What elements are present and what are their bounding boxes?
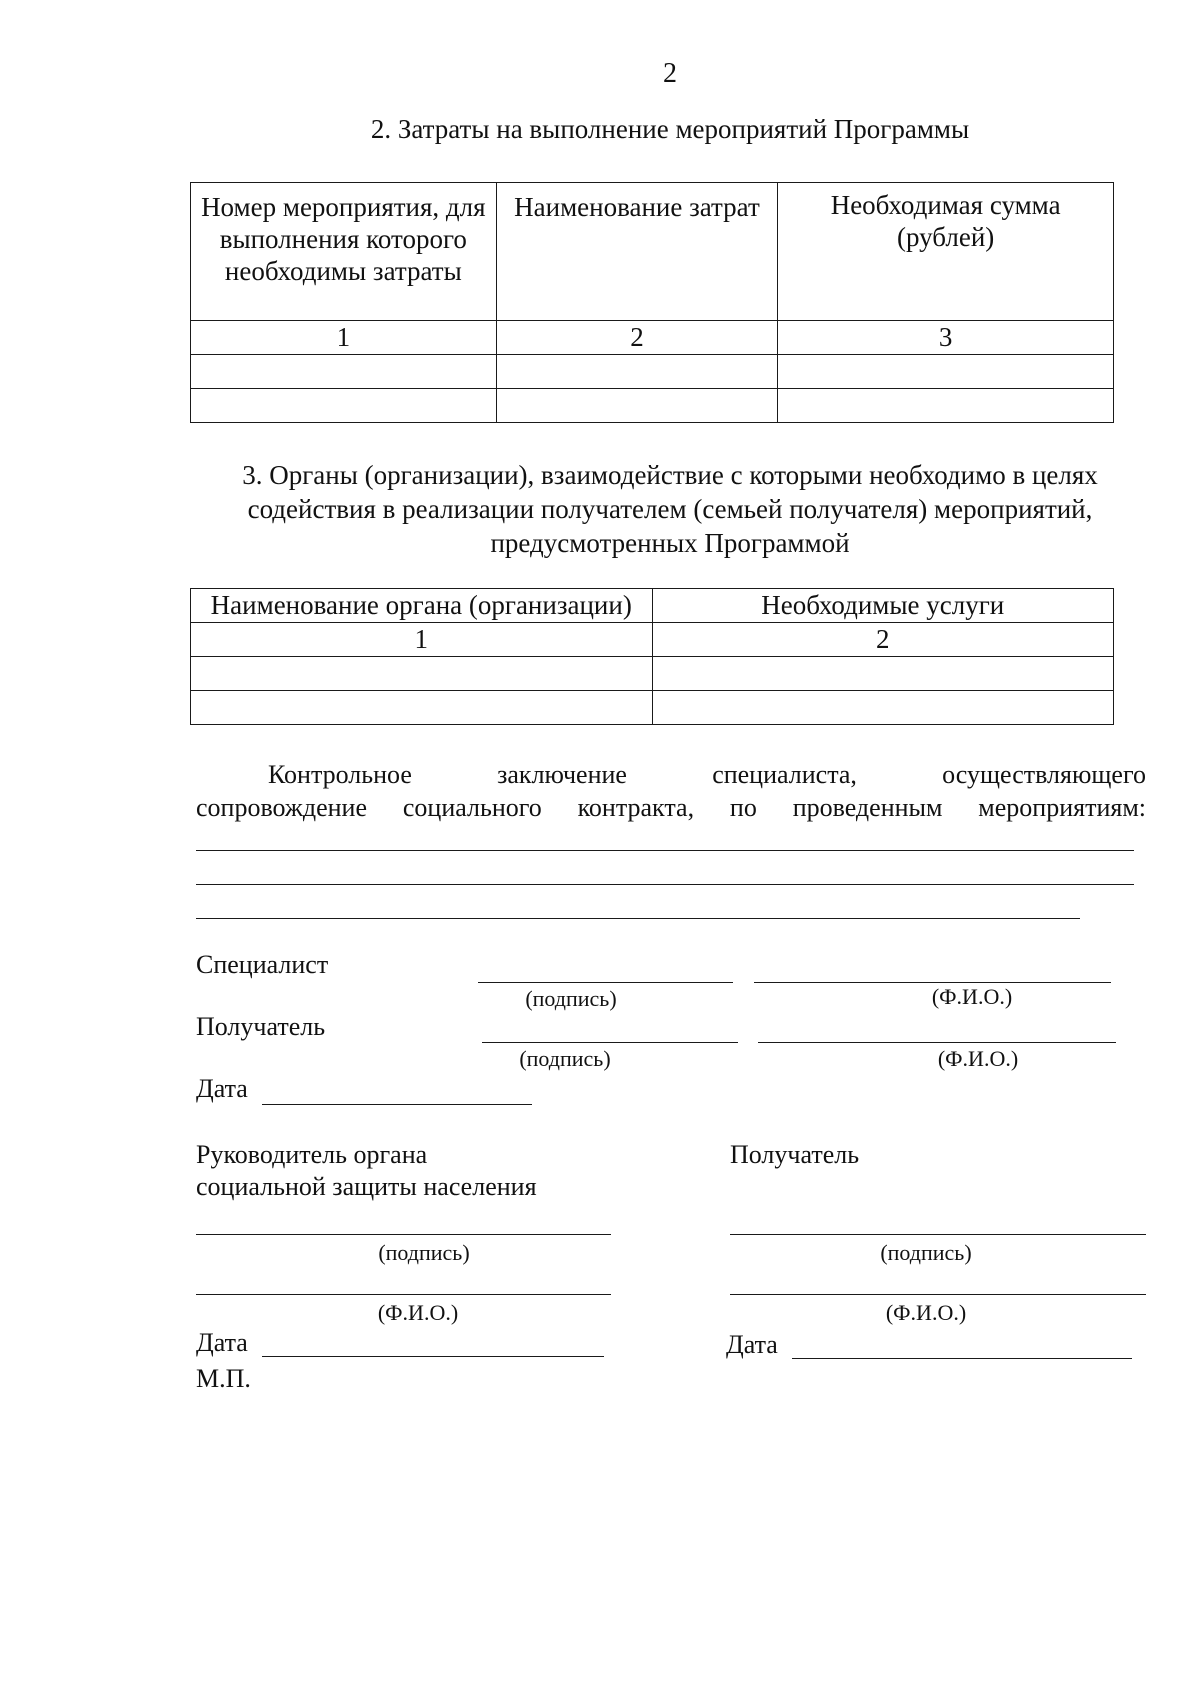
recipient-right-label: Получатель <box>730 1140 860 1169</box>
conclusion-word: сопровождение <box>196 793 368 822</box>
costs-table-header <box>191 183 1114 321</box>
costs-cell[interactable] <box>778 355 1114 389</box>
conclusion-word: осуществляющего <box>942 760 1146 789</box>
conclusion-word: социального <box>402 793 542 822</box>
costs-header-amount: Необходимая сумма (рублей) <box>778 183 1114 321</box>
recipient-signature-caption: (подпись) <box>519 1046 611 1071</box>
head-label-line-1: Руководитель органа <box>196 1140 428 1169</box>
head-signature-caption: (подпись) <box>378 1240 470 1265</box>
costs-header-cost-name: Наименование затрат <box>496 183 778 321</box>
date-label: Дата <box>196 1074 248 1103</box>
head-signature-line[interactable] <box>196 1234 611 1235</box>
section-2-title: 2. Затраты на выполнение мероприятий Программы <box>370 114 970 144</box>
costs-cell[interactable] <box>496 355 778 389</box>
conclusion-blank-line[interactable] <box>196 918 1080 919</box>
organizations-cell[interactable] <box>191 691 653 725</box>
conclusion-word: контракта, <box>577 793 695 822</box>
date-line[interactable] <box>262 1104 532 1105</box>
costs-table-numbering <box>191 321 1114 355</box>
organizations-header-name: Наименование органа (организации) <box>191 589 653 623</box>
costs-col-number: 3 <box>778 321 1114 355</box>
conclusion-word: Контрольное <box>268 760 412 789</box>
recipient-label: Получатель <box>196 1012 326 1041</box>
costs-cell[interactable] <box>496 389 778 423</box>
specialist-signature-line[interactable] <box>478 982 733 983</box>
section-3-title: 3. Органы (организации), взаимодействие с которыми необходимо в целях содействия в реализации получателем (семьей получателя) мероприятий, предусмотренных Программой <box>242 460 1098 558</box>
organizations-cell[interactable] <box>652 657 1114 691</box>
conclusion-word: специалиста, <box>712 760 857 789</box>
conclusion-word: мероприятиям: <box>978 793 1146 822</box>
conclusion-word: проведенным <box>792 793 943 822</box>
costs-cell[interactable] <box>191 355 497 389</box>
table-row <box>191 389 1114 423</box>
costs-cell[interactable] <box>778 389 1114 423</box>
head-fio-line[interactable] <box>196 1294 611 1295</box>
conclusion-line-1 <box>268 758 1146 791</box>
costs-cell[interactable] <box>191 389 497 423</box>
table-row <box>191 355 1114 389</box>
conclusion-blank-line[interactable] <box>196 884 1134 885</box>
organizations-table-numbering <box>191 623 1114 657</box>
conclusion-line-2 <box>196 791 1146 824</box>
costs-header-event-number: Номер мероприятия, для выполнения которого необходимы затраты <box>191 183 497 321</box>
head-date-line[interactable] <box>262 1356 604 1357</box>
recipient-signature-line[interactable] <box>482 1042 738 1043</box>
organizations-cell[interactable] <box>652 691 1114 725</box>
recipient-fio-line[interactable] <box>758 1042 1116 1043</box>
conclusion-blank-line[interactable] <box>196 850 1134 851</box>
conclusion-word: по <box>729 793 757 822</box>
head-label-line-2: социальной защиты населения <box>196 1172 537 1201</box>
recipient-fio-caption: (Ф.И.О.) <box>937 1046 1019 1071</box>
head-fio-caption: (Ф.И.О.) <box>377 1300 459 1325</box>
recipient-right-fio-line[interactable] <box>730 1294 1146 1295</box>
organizations-col-number: 2 <box>652 623 1114 657</box>
costs-col-number: 2 <box>496 321 778 355</box>
specialist-fio-caption: (Ф.И.О.) <box>931 984 1013 1009</box>
organizations-header-services: Необходимые услуги <box>652 589 1114 623</box>
specialist-fio-line[interactable] <box>754 982 1111 983</box>
table-row <box>191 657 1114 691</box>
recipient-right-date-label: Дата <box>726 1330 778 1359</box>
recipient-right-date-line[interactable] <box>792 1358 1132 1359</box>
head-date-label: Дата <box>196 1328 248 1357</box>
costs-table <box>190 182 1114 423</box>
specialist-label: Специалист <box>196 950 329 979</box>
page-number: 2 <box>663 58 677 89</box>
recipient-right-signature-line[interactable] <box>730 1234 1146 1235</box>
organizations-cell[interactable] <box>191 657 653 691</box>
conclusion-word: заключение <box>497 760 627 789</box>
recipient-right-signature-caption: (подпись) <box>880 1240 972 1265</box>
recipient-right-fio-caption: (Ф.И.О.) <box>885 1300 967 1325</box>
stamp-label: М.П. <box>196 1364 251 1393</box>
specialist-signature-caption: (подпись) <box>525 986 617 1011</box>
organizations-table <box>190 588 1114 725</box>
organizations-table-header <box>191 589 1114 623</box>
costs-col-number: 1 <box>191 321 497 355</box>
table-row <box>191 691 1114 725</box>
organizations-col-number: 1 <box>191 623 653 657</box>
